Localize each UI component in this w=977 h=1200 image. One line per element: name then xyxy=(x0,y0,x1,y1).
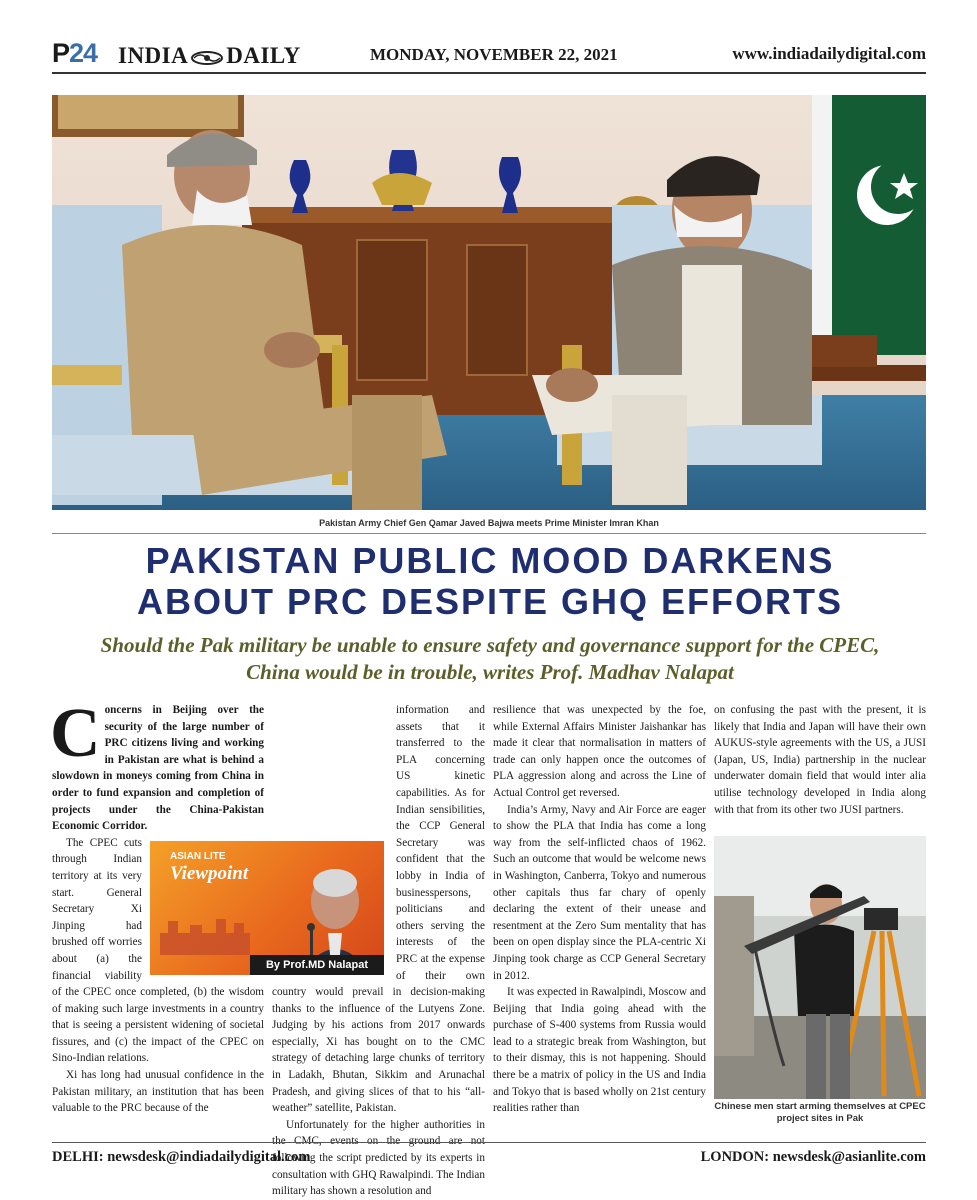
surveyor-photo-illustration xyxy=(714,836,926,1099)
headline-line-1: PAKISTAN PUBLIC MOOD DARKENS xyxy=(145,540,835,581)
deck-line-2: China would be in trouble, writes Prof. Madhav Nalapat xyxy=(246,660,734,684)
viewpoint-byline: By Prof.MD Nalapat xyxy=(250,955,384,975)
header-divider xyxy=(52,72,926,74)
emblem-icon xyxy=(190,50,224,66)
article-column-4 xyxy=(714,702,926,818)
paragraph: India’s Army, Navy and Air Force are eager to show the PLA that India has come a long way from the self-inflicted chaos of 1962. Such an outcome that would be welcome news in Washington, Canberra, Tokyo and numerous other capitals thus far chary of openly declaring the extent of their unease and resentment at the Zero Sum mentality that has been on open display since the PLA-centric Xi Jinping took charge as CCP General Secretary in 2012. xyxy=(493,803,706,982)
side-photo xyxy=(714,836,926,1099)
london-contact[interactable]: LONDON: newsdesk@asianlite.com xyxy=(700,1149,926,1165)
website-link[interactable]: www.indiadailydigital.com xyxy=(732,44,926,63)
paragraph: It was expected in Rawalpindi, Moscow and Beijing that India going ahead with the purchase of S-400 systems from Russia would lead to a strategic break from Washington, but to their dismay, this is not happening. Should there be a matrix of policy in the US and India and Tokyo that is based wholly on 21st century realities rather than xyxy=(493,986,706,1115)
viewpoint-inset xyxy=(150,841,384,975)
main-photo-caption: Pakistan Army Chief Gen Qamar Javed Bajwa meets Prime Minister Imran Khan xyxy=(319,518,659,528)
footer-divider xyxy=(52,1142,926,1143)
viewpoint-brand: ASIAN LITE xyxy=(170,851,226,862)
paragraph-text: information and assets that it transferred to the PLA concerning US kinetic capabilities. As for Indian sensibilities, the CCP General Secretary was confident that the lobby in India of businesspersons, politicians and others serving the interests of the PRC at the expense of their own country would prevail in decision-making thanks to the influence of the Lutyens Zone. Judging by his actions from 2017 onwards especially, Xi has bought on to the CMC strategy of detaching large chunks of territory in Ladakh, Bhutan, Sikkim and Arunachal Pradesh, and giving slices of that to his “all-weather” satellite, Pakistan. xyxy=(272,704,485,1115)
brand-logo xyxy=(118,43,301,69)
deck xyxy=(40,632,940,686)
page-number xyxy=(52,38,97,69)
brand-left: INDIA xyxy=(118,43,189,68)
paragraph: resilience that was unexpected by the foe, while External Affairs Minister Jaishankar has made it clear that normalisation in matters of trade can only happen once the outcomes of PLA aggression along and across the Line of Actual Control get reversed. xyxy=(493,704,706,799)
headline-line-2: ABOUT PRC DESPITE GHQ EFFORTS xyxy=(136,581,844,622)
paragraph: on confusing the past with the present, it is likely that India and Japan will have their own AUKUS-style agreements with the US, a JUSI (Japan, US, India) partnership in the nuclear underwater domain field that would inter alia utilise technology developed in India along with that from its other two JUSI partners. xyxy=(714,704,926,816)
lead-paragraph xyxy=(50,695,264,835)
paragraph: Unfortunately for the higher authorities in following the script predicted by its experts in consultation with GHQ Rawalpindi. The Indian military has shown a resolution and xyxy=(272,1118,485,1198)
side-photo-caption: Chinese men start arming themselves at CPEC project sites in Pak xyxy=(714,1101,926,1124)
paragraph-text: The CPEC cuts through Indian territory at its very start. General Secretary Xi Jinping had brushed off worries about (a) the financial viability of the CPEC once completed, (b) the wisdom of making such large investments in a country that is seeing a persistent widening of societal fissures, and (c) the impact of the CPEC on Sino-Indian relations. xyxy=(52,836,264,1065)
main-photo xyxy=(52,95,926,510)
delhi-contact[interactable]: DELHI: newsdesk@indiadailydigital.com xyxy=(52,1149,311,1165)
page-number-value: 24 xyxy=(69,38,98,68)
paragraph: Xi has long had unusual confidence in the Pakistan military, an institution that has been valuable to the PRC because of the xyxy=(52,1069,264,1115)
page-prefix: P xyxy=(52,38,70,68)
viewpoint-title: Viewpoint xyxy=(170,863,249,884)
masthead xyxy=(52,36,926,72)
deck-line-1: Should the Pak military be unable to ensure safety and governance support for the CPEC, xyxy=(100,633,880,657)
meeting-photo-illustration xyxy=(52,95,926,510)
caption-divider xyxy=(52,533,926,534)
headline xyxy=(40,540,940,622)
brand-right: DAILY xyxy=(226,43,301,68)
article-column-3 xyxy=(493,702,706,1117)
issue-date: MONDAY, NOVEMBER 22, 2021 xyxy=(370,45,618,64)
lead-text: oncerns in Beijing over the security of the large number of PRC citizens living and working in Pakistan are what is behind a slowdown in moneys coming from China in order to fund expansion and completion of projects under the China-Pakistan Economic Corridor. xyxy=(52,704,264,833)
dropcap: C xyxy=(50,695,101,772)
